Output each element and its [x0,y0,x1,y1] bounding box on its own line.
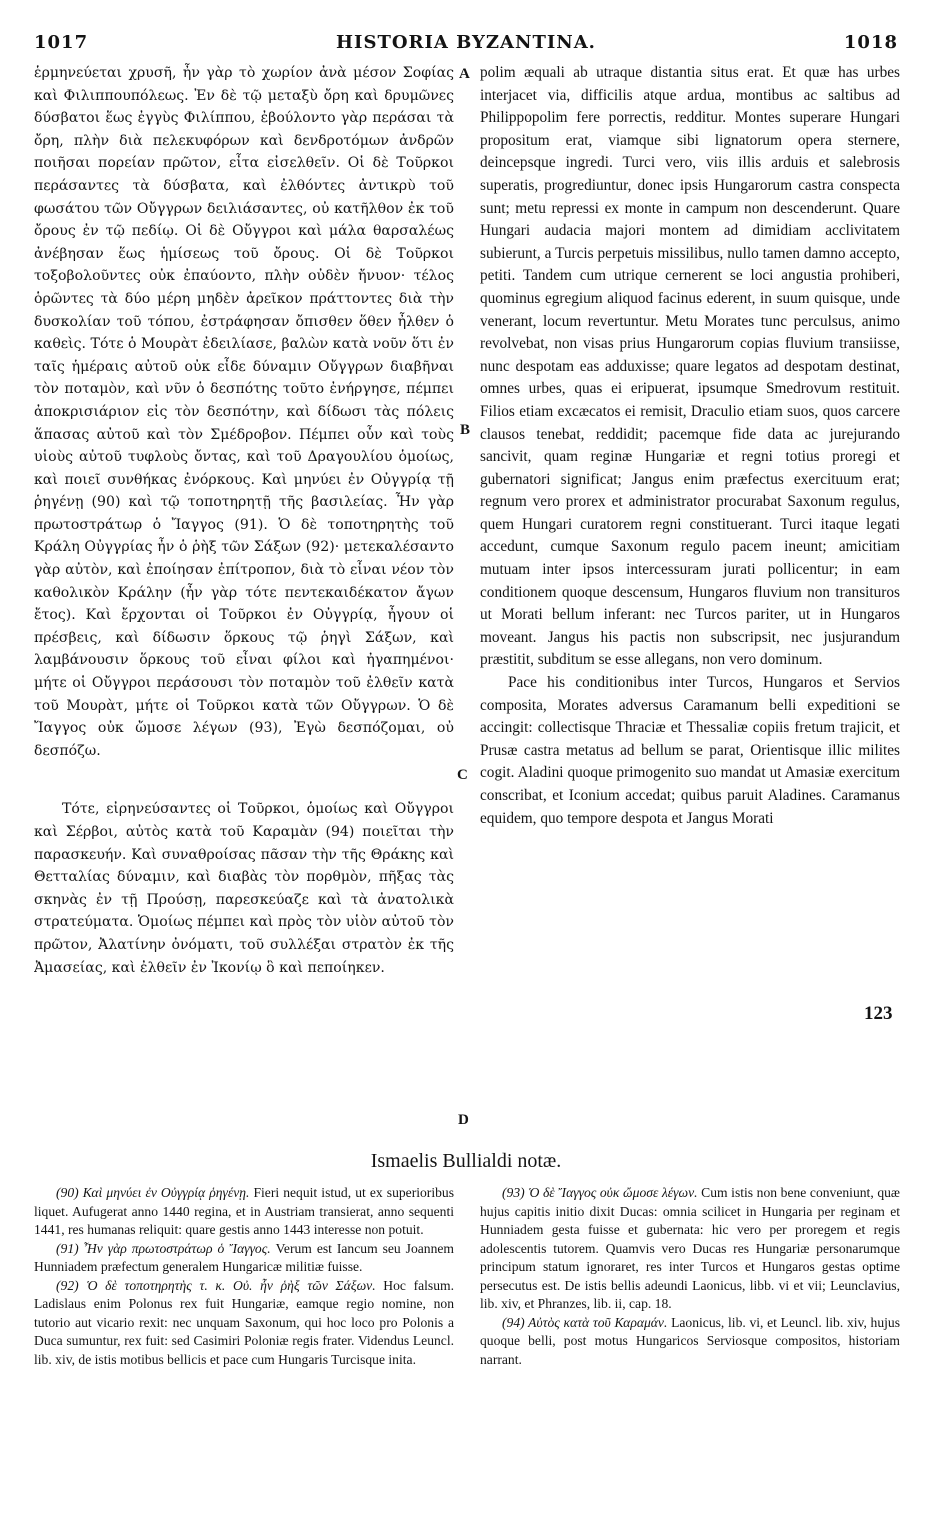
notes-right-column [480,1184,900,1369]
note-94-lemma: (94) Αὐτὸς κατὰ τοῦ Καραμάν. [502,1314,668,1330]
note-93-text: Cum istis non bene conveniunt, quæ hujus capitis initio dixit Ducas: omnia scilicet in Hungaria per reginam et Hunniadem gesta fuisse et gubernata: hic vero per proregem et regis adolescentis tutorem. Quamvis vero Ducas res Hungariæ personarumque principum statum ignoraret, res inter Turcos et Hungaros gestas optime persecutus est. De istis bellis adeundi Laonicus, libb. vi et vii; Leunclavius, lib. xiv, et Phranzes, lib. ii, cap. 18. [480,1185,900,1311]
greek-text-column [34,62,454,979]
note-90-lemma: (90) Καὶ μηνύει ἐν Οὐγγρίᾳ ῥηγένῃ. [56,1185,250,1200]
note-94 [480,1314,900,1370]
greek-paragraph-2: Τότε, εἰρηνεύσαντες οἱ Τοῦρκοι, ὁμοίως καὶ Οὔγγροι καὶ Σέρβοι, αὐτὸς κατὰ τοῦ Καραμὰν (94) ποιεῖται τὴν παρασκευήν. Καὶ συναθροίσας πᾶσαν τὴν τῆς Θράκης καὶ Θετταλίας δύναμιν, καὶ διαβὰς τὸν πορθμὸν, πῆξας τὰς σκηνὰς ἐν τῇ Προύσῃ, παρεσκεύαζε καὶ τὰ ἀνατολικὰ στρατεύματα. Ὁμοίως πέμπει καὶ πρὸς τὸν υἱὸν αὐτοῦ τὸν πρῶτον, Ἀλατίνην ὀνόματι, τοῦ συλλέξαι στρατὸν ἐκ τῆς Ἀμασείας, καὶ ἐλθεῖν ἐν Ἰκονίῳ ὃ καὶ πεποίηκεν. [34,801,454,976]
latin-paragraph-1: polim æquali ab utraque distantia situs erat. Et quæ has urbes interjacet via, difficilis atque ardua, montibus ac saltibus ad Philippopolim fere porrectis, redditur. Montes superare Hungari propositum erat, viamque sibi lignatorum opera sternere, deincepsque ingredi. Turci vero, viis illis arduis et salebrosis superatis, progrediuntur, donec ipsis Hungarorum castra conspecta sunt; metu repressi ex monte in campum non descenderunt. Quare Hungari audacia majori montem ad dimidiam acclivitatem subierunt, a Turcis perpetuis missilibus, nullo tamen damno accepto, petiti. Tandem cum utrique cernerent se loci angustia prohiberi, quominus egregium aliquod facinus ederent, in suum quisque, unde venerant, locum revertuntur. Metu Morates tunc perculsus, animo revolvebat, non visas prius Hungarorum copias fluvium transiisse, nunc despotam eas adduxisse; quare legatos ad despotam destinat, omnes urbes, quas ei eripuerat, ipsumque Smedrovum restituit. Filios etiam excæcatos ei remisit, Draculio etiam suos, quos carcere clausos tenebat, reddidit; pacemque fide data ac jurejurando sancivit, quam reginæ Hungariæ et regni totius proregi et gubernatori significat; Jangus enim præfectus exercituum erat; regnum vero prorex et administrator procurabat Saxonum regulus, quem Hungari curatorem regni constituerant. Turci itaque legati accedunt, cumque Saxonum regulo pacem ineunt; amicitiam mutuam inter ipsos intercessuram jurati pollicentur; in eam conditionem quoque descensum, Hungaros fluvium non transituros ut Morati bellum inferant: nec Turcos pariter, ut in Hungaros moveant. Jangus his pactis non subscripsit, nec jusjurandum præstitit, subditum se esse allegans, non vero dominum. [480,64,900,669]
section-marker-c: C [457,767,468,783]
latin-paragraph-2: Pace his conditionibus inter Turcos, Hungaros et Servios composita, Morates adversus Caramanum belli expeditioni se accingit: collectisque Thraciæ et Thessaliæ copiis fretum trajicit, et Prusæ castra metatus ad bellum se parat, Orientisque illic milites cogit. Aladini quoque primogenito suo mandat ut Amasiæ exercitum conscribat, et Iconium accedat; quibus paruit Aladines. Caramanus equidem, quo tempore despota et Jangus Morati [480,674,900,827]
note-92 [34,1277,454,1370]
notes-heading: Ismaelis Bullialdi notæ. [370,1150,562,1172]
greek-paragraph-1: ἑρμηνεύεται χρυσῆ, ἦν γὰρ τὸ χωρίον ἀνὰ μέσον Σοφίας καὶ Φιλιππουπόλεως. Ἐν δὲ τῷ μεταξὺ ὄρη καὶ δρυμῶνες δύσβατοι ἕως ἐγγὺς Φιλίππου, ἐβούλοντο γὰρ περάσαι τὰ ὄρη, πλὴν διὰ πελεκυφόρων καὶ δενδροτόμων ἀνδρῶν ποιῆσαι πορείαν πρῶτον, εἶτα εἰσελθεῖν. Οἱ δὲ Τοῦρκοι περάσαντες τὰ δύσβατα, καὶ ἐλθόντες ἀντικρὺ τοῦ φωσάτου τῶν Οὔγγρων δειλιάσαντες, οὐ κατῆλθον ἐκ τοῦ ὄρους ἐν τῷ πεδίῳ. Οἱ δὲ Οὔγγροι καὶ μάλα θαρσαλέως ἀνέβησαν ἕως ἡμίσεως τοῦ ὄρους. Οἱ δὲ Τοῦρκοι τοξοβολοῦντες οὐκ ἐπαύοντο, πλὴν οὐδὲν ἤνυον· τέλος ὁρῶντες τὰ δύο μέρη μηδὲν ἀρεῖκον πράττοντες διὰ τὴν δυσκολίαν τοῦ τόπου, ἐστράφησαν ὄπισθεν ὅθεν ἦλθεν ὁ καθεὶς. Τότε ὁ Μουρὰτ ἐδειλίασε, βαλὼν κατὰ νοῦν ὅτι ἐν ταῖς ἡμέραις αὐτοῦ οὐκ εἶδε δύναμιν Οὔγγρων διαβῆναι τὸν ποταμὸν, καὶ νῦν ὁ δεσπότης τοῦτο ἐνήργησε, πέμπει ἀποκρισιάριον εἰς τὸν δεσπότην, καὶ δίδωσι τὰς πόλεις ἅπασας αὐτοῦ καὶ τὸν Σμέδροβον. Πέμπει οὖν καὶ τοὺς υἱοὺς αὐτοῦ τυφλοὺς ὄντας, καὶ τοῦ Δραγουλίου ὁμοίως, καὶ ποιεῖ συνθήκας ἐνόρκους. Καὶ μηνύει ἐν Οὐγγρίᾳ τῇ ῥηγένῃ (90) καὶ τῷ τοποτηρητῇ τῆς βασιλείας. Ἦν γὰρ πρωτοστράτωρ ὁ Ἴαγγος (91). Ὁ δὲ τοποτηρητὴς τοῦ Κράλη Οὐγγρίας ἦν ὁ ῥὴξ τῶν Σάξων (92)· μετεκαλέσαντο γὰρ αὐτὸν, καὶ ἐποίησαν ἐπίτροπον, διὰ τὸ εἶναι νέον τὸν καθολικὸν Κράλην (ἦν γὰρ τότε πεντεκαιδέκατον ἄγων ἔτος). Καὶ ἔρχονται οἱ Τοῦρκοι ἐν Οὐγγρίᾳ, ἦγουν οἱ πρέσβεις, καὶ δίδωσιν ὅρκους τῷ ῥηγὶ Σάξων, καὶ λαμβάνουσιν ὅρκους τοῦ εἶναι φίλοι καὶ ἠγαπημένοι· μήτε οἱ Οὔγγροι περάσουσι τὸν ποταμὸν τοῦ ἐλθεῖν κατὰ τοῦ Μουρὰτ, μήτε οἱ Τοῦρκοι κατὰ τῶν Οὔγγρων. Ὁ δὲ Ἴαγγος οὐκ ὤμοσε λέγων (93), Ἐγὼ δεσπόζομαι, οὐ δεσπόζω. [34,65,454,759]
latin-text-column [480,62,900,830]
note-91-lemma: (91) Ἦν γὰρ πρωτοστράτωρ ὁ Ἴαγγος. [56,1240,271,1256]
page-header [34,32,898,60]
note-92-text: Hoc falsum. Ladislaus enim Polonus rex fuit Hungariæ, eamque regio nomine, non tutorio aut vicario rexit: nec unquam Saxonum, qui hoc loco pro Polonis a Duca sumuntur, rex fuit: sed Casimiri Poloniæ regis frater. Videndus Leuncl. lib. xiv, de istis motibus bellicis et pace cum Hungaris Turcisque inita. [34,1277,454,1367]
margin-page-number: 123 [864,1003,893,1024]
note-92-lemma: (92) Ὁ δὲ τοποτηρητὴς τ. κ. Οὐ. ἦν ῥὴξ τῶν Σάξων. [56,1277,376,1293]
left-page-number: 1017 [34,32,89,53]
notes-left-column [34,1184,454,1369]
note-93-lemma: (93) Ὁ δὲ Ἴαγγος οὐκ ὤμοσε λέγων. [502,1185,698,1200]
note-90 [34,1184,454,1240]
section-marker-a: A [459,66,470,82]
note-94-text: Laonicus, lib. vi, et Leuncl. lib. xiv, hujus quoque belli, post motus Hungaricos Serviosque compositos, historiam narrant. [480,1314,900,1367]
running-title: HISTORIA BYZANTINA. [336,32,596,53]
section-marker-d: D [458,1112,469,1128]
note-90-text: Fieri nequit istud, ut ex superioribus liquet. Aufugerat anno 1440 regina, et in Austriam transierat, anno sequenti 1441, res humanas reliquit: quare gestis anno 1443 interesse non potuit. [34,1185,454,1237]
note-93 [480,1184,900,1314]
note-91-text: Verum est Iancum seu Joannem Hunniadem præfectum generalem Hungaricæ militiæ fuisse. [34,1240,454,1274]
section-marker-b: B [460,422,471,438]
note-91 [34,1240,454,1277]
right-page-number: 1018 [843,32,898,53]
